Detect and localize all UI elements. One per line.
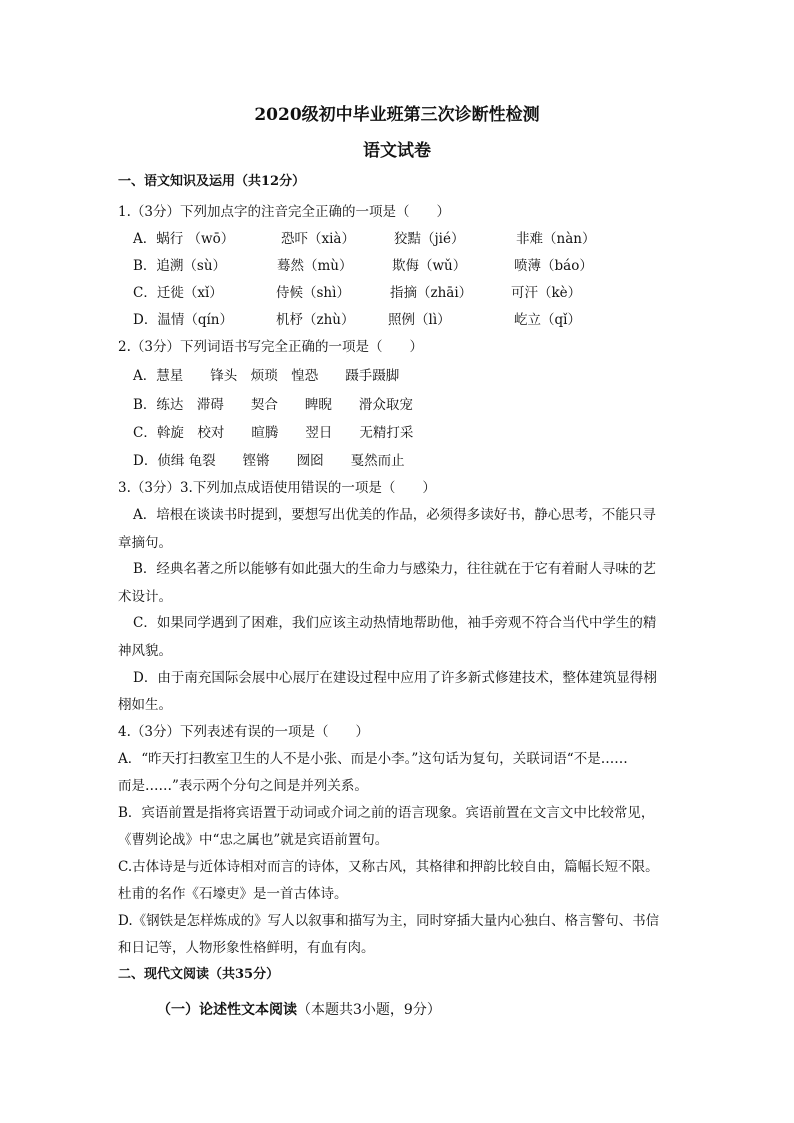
q1-a-2: 恐吓（xià） [281,231,355,247]
q3-option-d: D．由于南充国际会展中心展厅在建设过程中应用了许多新式修建技术，整体建筑显得栩 [133,670,657,686]
q1-a-3: 狡黠（jié） [394,231,465,247]
q2-option-d: D．侦缉 龟裂 铿锵 囫囵 戛然而止 [133,453,405,469]
q4-option-b-cont: 《曹刿论战》中“忠之属也”就是宾语前置句。 [118,832,389,848]
q1-b-4: 喷薄（báo） [514,258,593,274]
q1-c-2: 侍候（shì） [276,285,350,301]
q3-option-a-cont: 章摘句。 [118,535,172,551]
q4-stem: 4.（3分）下列表述有误的一项是（ ） [118,724,369,740]
q3-option-b-cont: 术设计。 [118,589,172,605]
subsection-1-title: （一）论述性文本阅读 [157,1002,297,1018]
q1-stem: 1.（3分）下列加点字的注音完全正确的一项是（ ） [118,204,450,220]
q3-option-c: C．如果同学遇到了困难，我们应该主动热情地帮助他，袖手旁观不符合当代中学生的精 [133,615,657,631]
q2-option-a: A．慧星 锋头 烦琐 惶恐 蹑手蹑脚 [133,368,400,384]
q2-option-c: C．斡旋 校对 暄腾 翌日 无精打采 [133,425,414,441]
q1-d-1: D．温情（qín） [133,312,233,328]
exam-title: 2020级初中毕业班第三次诊断性检测 [254,105,540,125]
subsection-1-note: （本题共3小题，9分） [297,1002,441,1018]
q4-option-d-cont: 和日记等，人物形象性格鲜明，有血有肉。 [118,940,375,956]
q3-option-c-cont: 神风貌。 [118,643,172,659]
q1-c-4: 可汗（kè） [511,285,582,301]
q1-d-3: 照例（lì） [388,312,451,328]
q4-option-d: D.《钢铁是怎样炼成的》写人以叙事和描写为主，同时穿插大量内心独白、格言警句、书信 [118,913,660,929]
section-1-heading: 一、语文知识及运用（共12分） [118,174,306,189]
q1-a-1: A．蜗行 （wō） [133,231,235,247]
subsection-1-heading [157,1001,441,1019]
q4-option-b: B．宾语前置是指将宾语置于动词或介词之前的语言现象。宾语前置在文言文中比较常见， [118,805,655,821]
q1-b-2: 蓦然（mù） [277,258,353,274]
exam-subtitle: 语文试卷 [363,141,431,161]
q1-b-1: B．追溯（sù） [133,258,227,274]
q1-a-4: 非难（nàn） [516,231,596,247]
q1-d-4: 屹立（qǐ） [514,312,581,328]
q2-option-b: B．练达 滞碍 契合 睥睨 滑众取宠 [133,397,413,413]
q1-d-2: 机杼（zhù） [276,312,355,328]
q1-b-3: 欺侮（wǔ） [392,258,467,274]
q4-option-a: A．“昨天打扫教室卫生的人不是小张、而是小李。”这句话为复句，关联词语“不是…… [118,751,628,767]
q3-option-d-cont: 栩如生。 [118,697,172,713]
q3-stem: 3.（3分）3.下列加点成语使用错误的一项是（ ） [118,480,436,496]
section-2-heading: 二、现代文阅读（共35分） [118,967,280,982]
q3-option-a: A．培根在谈读书时提到，要想写出优美的作品，必须得多读好书，静心思考，不能只寻 [133,507,656,523]
q3-option-b: B．经典名著之所以能够有如此强大的生命力与感染力，往往就在于它有着耐人寻味的艺 [133,561,656,577]
q4-option-c: C.古体诗是与近体诗相对而言的诗体，又称古风，其格律和押韵比较自由，篇幅长短不限。 [118,859,659,875]
q2-stem: 2.（3分）下列词语书写完全正确的一项是（ ） [118,339,423,355]
q1-c-3: 指摘（zhāi） [390,285,473,301]
q1-c-1: C．迁徙（xǐ） [133,285,223,301]
q4-option-c-cont: 杜甫的名作《石壕吏》是一首古体诗。 [118,886,348,902]
q4-option-a-cont: 而是……”表示两个分句之间是并列关系。 [118,778,368,794]
